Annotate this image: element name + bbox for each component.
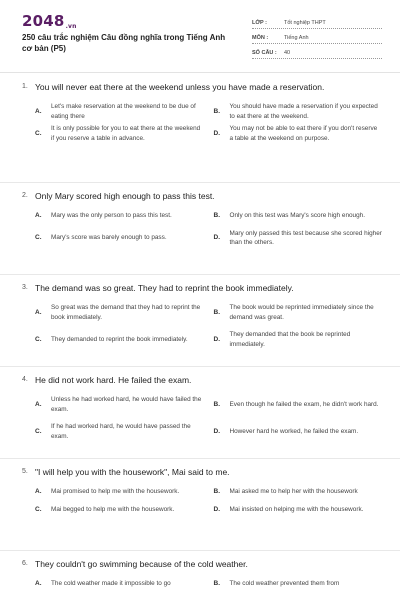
option-text: The cold weather made it impossible to go xyxy=(51,580,171,587)
option-a[interactable] xyxy=(35,579,204,589)
option-letter: B. xyxy=(213,308,220,316)
option-text: Only on this test was Mary's score high enough. xyxy=(229,212,365,219)
option-letter: B. xyxy=(213,488,220,495)
question-text: "I will help you with the housework", Mai said to me. xyxy=(35,467,230,477)
question-list xyxy=(0,80,400,590)
question-text: They couldn't go swimming because of the cold weather. xyxy=(35,559,248,569)
question-text: Only Mary scored high enough to pass this test. xyxy=(35,191,215,201)
option-letter: A. xyxy=(35,107,42,115)
option-b[interactable] xyxy=(214,395,383,414)
option-b[interactable] xyxy=(214,303,383,322)
option-text: Even though he failed the exam, he didn't work hard. xyxy=(229,400,379,408)
question-number: 6. xyxy=(22,560,28,567)
question-number: 3. xyxy=(22,284,28,291)
question-text: You will never eat there at the weekend unless you have made a reservation. xyxy=(35,82,325,92)
question-stem xyxy=(18,557,382,570)
option-letter: D. xyxy=(213,234,220,242)
option-a[interactable] xyxy=(35,395,204,414)
question-text: The demand was so great. They had to reprint the book immediately. xyxy=(35,283,294,293)
option-letter: D. xyxy=(213,129,220,137)
option-letter: C. xyxy=(35,234,42,242)
question-stem xyxy=(18,80,382,93)
question-stem xyxy=(18,189,382,202)
option-text: Mai asked me to help her with the housework xyxy=(229,488,358,495)
option-a[interactable] xyxy=(35,303,204,322)
option-d[interactable] xyxy=(214,330,383,349)
option-b[interactable] xyxy=(214,211,383,221)
option-letter: A. xyxy=(35,580,42,587)
meta-value: 40 xyxy=(284,50,291,56)
option-d[interactable] xyxy=(214,505,383,515)
option-letter: C. xyxy=(35,335,42,343)
option-letter: C. xyxy=(35,129,42,137)
option-text: If he had worked hard, he would have passed the exam. xyxy=(51,423,191,440)
question-5 xyxy=(0,458,400,550)
meta-row-count xyxy=(252,44,382,59)
option-letter: D. xyxy=(213,427,220,435)
question-text: He did not work hard. He failed the exam. xyxy=(35,375,192,385)
question-4 xyxy=(0,366,400,458)
option-letter: D. xyxy=(213,335,220,343)
question-number: 5. xyxy=(22,468,28,475)
option-letter: A. xyxy=(35,212,42,219)
question-2 xyxy=(0,182,400,274)
option-text: Mai promised to help me with the housework. xyxy=(51,488,180,495)
option-text: Mary only passed this test because she scored higher than the others. xyxy=(229,229,382,246)
option-b[interactable] xyxy=(214,102,383,121)
option-text: They demanded to reprint the book immediately. xyxy=(51,335,188,343)
option-a[interactable] xyxy=(35,102,204,121)
option-letter: D. xyxy=(213,505,220,513)
option-text: Unless he had worked hard, he would have failed the exam. xyxy=(51,396,202,413)
option-text: So great was the demand that they had to reprint the book immediately. xyxy=(51,304,201,321)
option-text: You may not be able to eat there if you don't reserve a table at the weekend on purpose. xyxy=(229,125,378,142)
option-letter: B. xyxy=(213,400,220,408)
option-a[interactable] xyxy=(35,487,204,497)
option-grid xyxy=(18,579,382,589)
option-c[interactable] xyxy=(35,330,204,349)
option-grid xyxy=(18,303,382,349)
option-text: Let's make reservation at the weekend to be due of eating there xyxy=(51,103,196,120)
question-number: 4. xyxy=(22,376,28,383)
option-text: Mai begged to help me with the housework. xyxy=(51,505,175,513)
option-text: You should have made a reservation if you expected to eat there at the weekend. xyxy=(229,103,378,120)
option-text: It is only possible for you to eat there at the weekend if you reserve a table in advance. xyxy=(51,125,201,142)
option-d[interactable] xyxy=(214,229,383,248)
option-b[interactable] xyxy=(214,487,383,497)
option-letter: C. xyxy=(35,427,42,435)
meta-value: Tiếng Anh xyxy=(284,35,309,41)
meta-value: Tốt nghiệp THPT xyxy=(284,20,326,26)
question-6 xyxy=(0,550,400,590)
page-header xyxy=(0,0,400,72)
header-divider xyxy=(0,72,400,73)
option-text: Mary's score was barely enough to pass. xyxy=(51,234,167,242)
option-d[interactable] xyxy=(214,422,383,441)
option-letter: B. xyxy=(213,580,220,587)
meta-row-subject xyxy=(252,29,382,44)
option-c[interactable] xyxy=(35,124,204,143)
option-text: They demanded that the book be reprinted immediately. xyxy=(229,331,351,348)
option-c[interactable] xyxy=(35,422,204,441)
option-c[interactable] xyxy=(35,505,204,515)
option-text: The book would be reprinted immediately since the demand was great. xyxy=(229,304,374,321)
question-stem xyxy=(18,465,382,478)
meta-label: MÔN : xyxy=(252,35,269,41)
question-stem xyxy=(18,281,382,294)
option-letter: A. xyxy=(35,488,42,495)
logo-suffix: .vn xyxy=(65,23,77,30)
document-meta xyxy=(252,14,382,59)
question-number: 2. xyxy=(22,192,28,199)
question-stem xyxy=(18,373,382,386)
site-logo[interactable] xyxy=(22,12,77,30)
option-c[interactable] xyxy=(35,229,204,248)
option-b[interactable] xyxy=(214,579,383,589)
option-letter: B. xyxy=(213,107,220,115)
option-d[interactable] xyxy=(214,124,383,143)
option-grid xyxy=(18,395,382,441)
option-text: However hard he worked, he failed the exam. xyxy=(229,427,359,435)
option-letter: C. xyxy=(35,505,42,513)
document-title: 250 câu trắc nghiệm Câu đồng nghĩa trong Tiếng Anh cơ bản (P5) xyxy=(22,33,226,53)
option-grid xyxy=(18,487,382,514)
logo-text: 2048 xyxy=(22,12,65,30)
question-3 xyxy=(0,274,400,366)
option-text: Mai insisted on helping me with the housework. xyxy=(229,505,364,513)
option-a[interactable] xyxy=(35,211,204,221)
option-text: The cold weather prevented them from xyxy=(229,580,340,587)
meta-row-class xyxy=(252,14,382,29)
option-letter: A. xyxy=(35,308,42,316)
question-number: 1. xyxy=(22,83,28,90)
meta-label: LỚP : xyxy=(252,20,267,26)
option-text: Mary was the only person to pass this test. xyxy=(51,212,172,219)
option-letter: B. xyxy=(213,212,220,219)
meta-label: SỐ CÂU : xyxy=(252,50,277,56)
option-grid xyxy=(18,102,382,143)
option-grid xyxy=(18,211,382,248)
option-letter: A. xyxy=(35,400,42,408)
question-1 xyxy=(0,80,400,182)
